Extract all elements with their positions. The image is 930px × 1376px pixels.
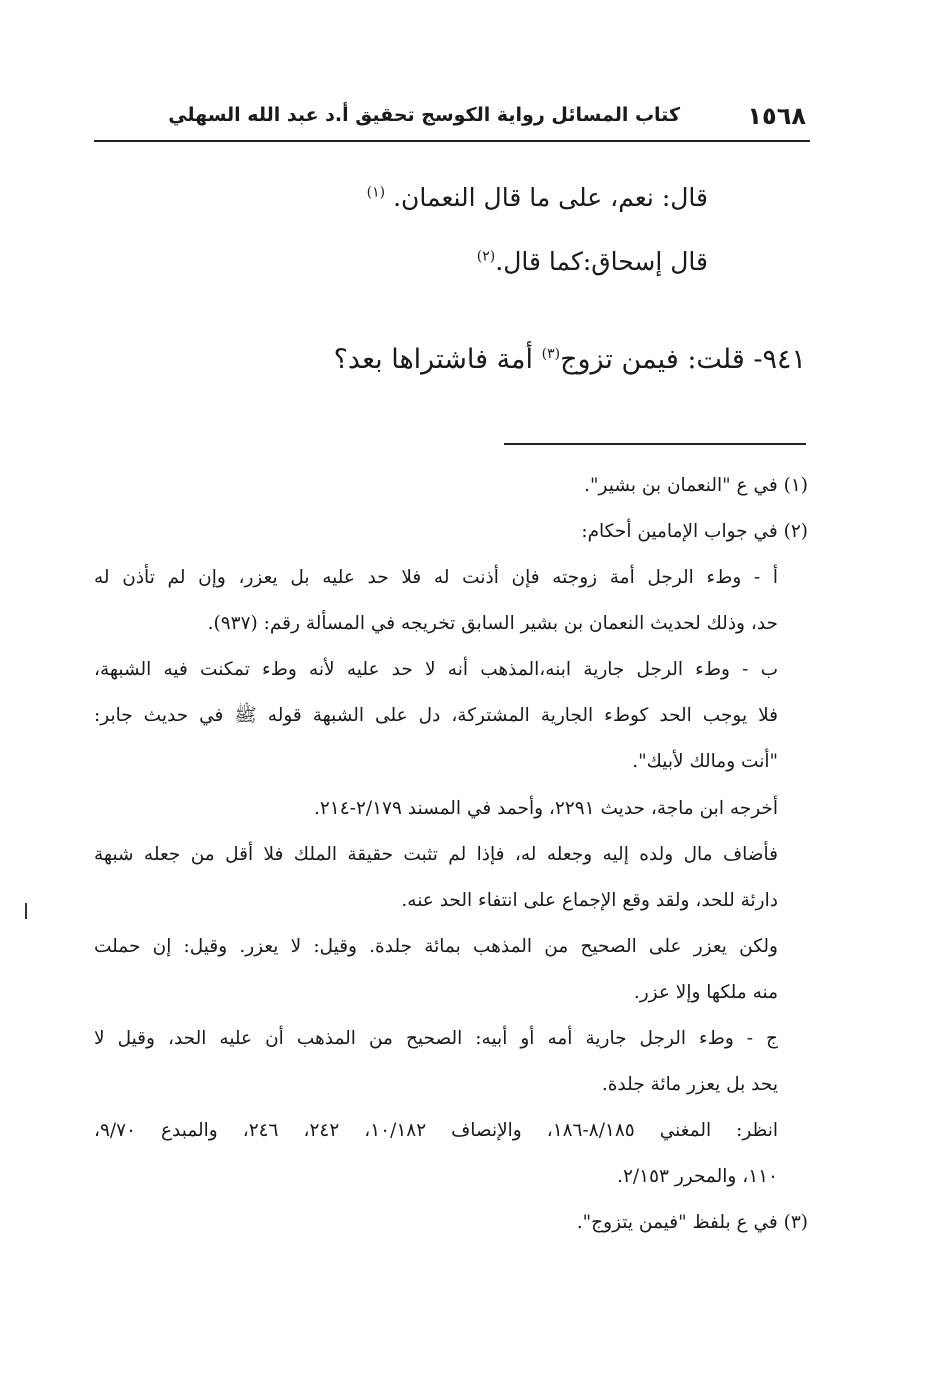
question-text-end: أمة فاشتراها بعد؟ xyxy=(333,344,542,375)
footnote-line: ب - وطء الرجل جارية ابنه،المذهب أنه لا حد عليه لأنه وطء تمكنت فيه الشبهة، xyxy=(94,659,779,680)
footnote-2: (٢) في جواب الإمامين أحكام: xyxy=(581,521,808,542)
running-title: كتاب المسائل رواية الكوسج تحقيق أ.د عبد الله السهلي xyxy=(168,104,680,126)
margin-mark xyxy=(25,903,27,919)
footnote-line: دارئة للحد، ولقد وقع الإجماع على انتفاء الحد عنه. xyxy=(401,890,778,911)
footnote-line: أ - وطء الرجل أمة زوجته فإن أذنت له فلا حد عليه بل يعزر، وإن لم تأذن له xyxy=(94,567,778,588)
footnote-1: (١) في ع "النعمان بن بشير". xyxy=(584,475,808,496)
line-1-text: قال: نعم، على ما قال النعمان. xyxy=(393,183,708,212)
footnote-line: حد، وذلك لحديث النعمان بن بشير السابق تخريجه في المسألة رقم: (٩٣٧). xyxy=(207,613,778,634)
footnote-line: ١١٠، والمحرر ٢/١٥٣. xyxy=(617,1166,778,1187)
footnote-ref-3: (٣) xyxy=(541,346,561,362)
footnote-separator xyxy=(504,443,806,445)
main-text-line-2 xyxy=(477,247,708,276)
footnote-line: ج - وطء الرجل جارية أمه أو أبيه: الصحيح من المذهب أن عليه الحد، وقيل لا xyxy=(94,1028,778,1049)
footnote-line: يحد بل يعزر مائة جلدة. xyxy=(601,1074,778,1095)
question-941 xyxy=(334,344,806,375)
page-number: ١٥٦٨ xyxy=(747,102,806,130)
question-text-start: ٩٤١- قلت: فيمن تزوج xyxy=(560,344,806,375)
main-text-line-1 xyxy=(367,183,708,212)
footnote-ref-2: (٢) xyxy=(476,248,496,265)
footnote-line: "أنت ومالك لأبيك". xyxy=(632,751,778,772)
line-2-text: قال إسحاق:كما قال. xyxy=(495,247,708,276)
footnote-line: منه ملكها وإلا عزر. xyxy=(633,982,778,1003)
footnote-line: ولكن يعزر على الصحيح من المذهب بمائة جلدة. وقيل: لا يعزر. وقيل: إن حملت xyxy=(94,936,778,957)
footnote-ref-1: (١) xyxy=(366,184,386,201)
footnote-line: انظر: المغني ٨/١٨٥-١٨٦، والإنصاف ١٠/١٨٢، ٢٤٢، ٢٤٦، والمبدع ٩/٧٠، xyxy=(94,1120,778,1141)
footnote-line: فأضاف مال ولده إليه وجعله له، فإذا لم تثبت حقيقة الملك فلا أقل من جعله شبهة xyxy=(94,844,778,865)
footnote-line: فلا يوجب الحد كوطء الجارية المشتركة، دل على الشبهة قوله ﷺ في حديث جابر: xyxy=(94,705,778,726)
footnote-3: (٣) في ع بلفظ "فيمن يتزوج". xyxy=(576,1212,808,1233)
footnote-line: أخرجه ابن ماجة، حديث ٢٢٩١، وأحمد في المسند ٢/١٧٩-٢١٤. xyxy=(313,798,778,819)
page-header xyxy=(94,96,810,142)
